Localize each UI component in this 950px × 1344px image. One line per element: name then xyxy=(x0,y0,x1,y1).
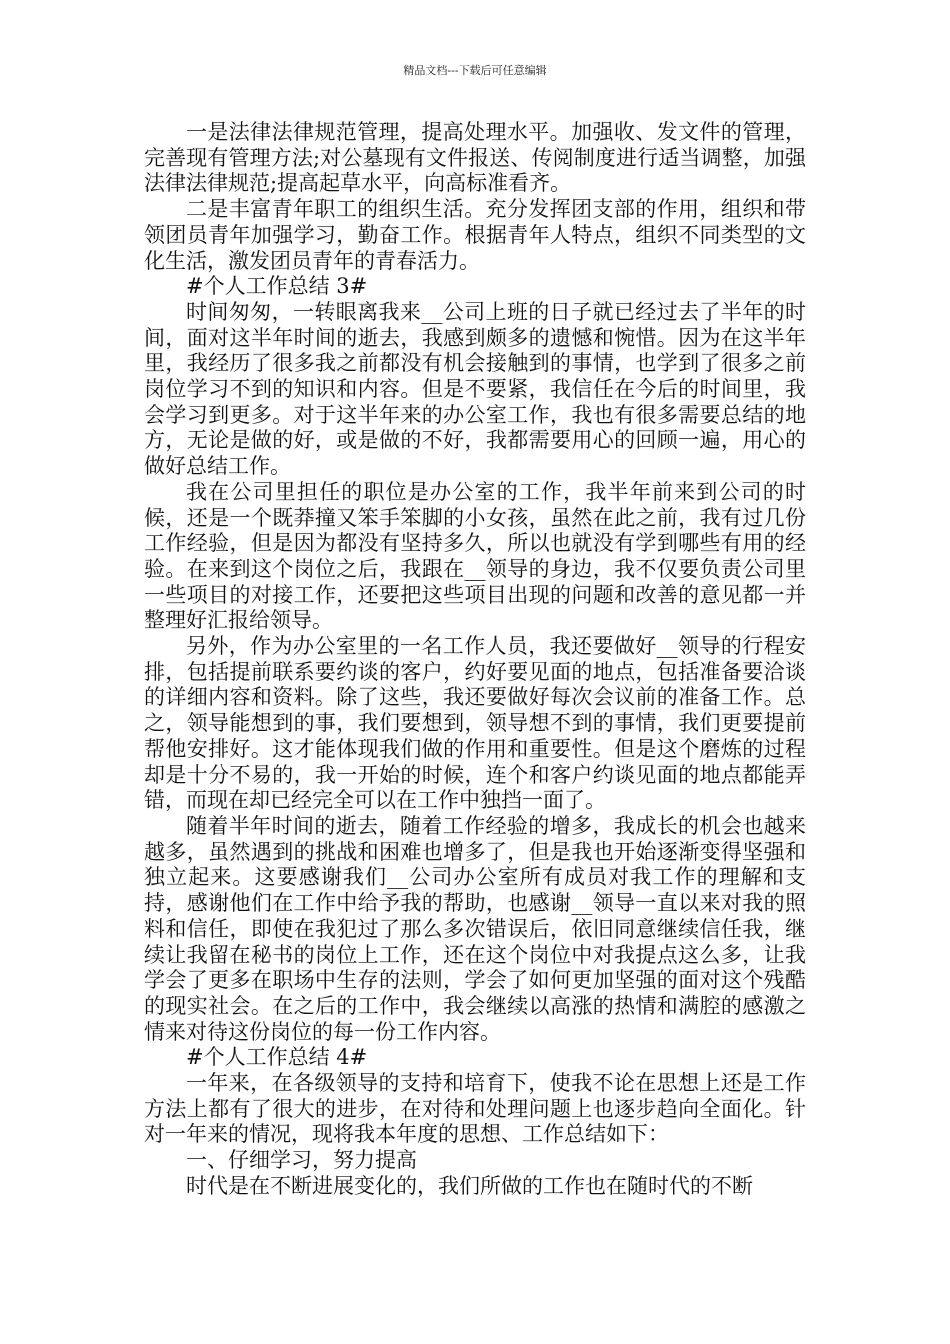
paragraph-growth-thanks: 随着半年时间的逝去，随着工作经验的增多，我成长的机会也越来越多，虽然遇到的挑战和困难也增多了，但是我也开始逐渐变得坚强和独立起来。这要感谢我们__公司办公室所有成员对我工作的理解和支持，感谢他们在工作中给予我的帮助，也感谢__领导一直以来对我的照料和信任，即使在我犯过了那么多次错误后，依旧同意继续信任我，继续让我留在秘书的岗位上工作，还在这个岗位中对我提点这么多，让我学会了更多在职场中生存的法则，学会了如何更加坚强的面对这个残酷的现实社会。在之后的工作中，我会继续以高涨的热情和满腔的感激之情来对待这份岗位的每一份工作内容。 xyxy=(144,813,806,1044)
subheading-study: 一、仔细学习，努力提高 xyxy=(186,1148,417,1173)
paragraph-office-role: 我在公司里担任的职位是办公室的工作，我半年前来到公司的时候，还是一个既莽撞又笨手笨脚的小女孩，虽然在此之前，我有过几份工作经验，但是因为都没有坚持多久，所以也就没有学到哪些有用的经验。在来到这个岗位之后，我跟在__领导的身边，我不仅要负责公司里一些项目的对接工作，还要把这些项目出现的问题和改善的意见都一并整理好汇报给领导。 xyxy=(144,479,806,633)
document-body xyxy=(144,120,806,1200)
paragraph-times-change: 时代是在不断进展变化的，我们所做的工作也在随时代的不断 xyxy=(186,1173,753,1198)
paragraph-annual-intro: 一年来，在各级领导的支持和培育下，使我不论在思想上还是工作方法上都有了很大的进步，在对待和处理问题上也逐步趋向全面化。针对一年来的情况，现将我本年度的思想、工作总结如下： xyxy=(144,1071,806,1147)
paragraph-management: 一是法律法律规范管理，提高处理水平。加强收、发文件的管理，完善现有管理方法;对公墓现有文件报送、传阅制度进行适当调整，加强法律法律规范;提高起草水平，向高标准看齐。 xyxy=(144,120,806,196)
paragraph-half-year-reflection: 时间匆匆，一转眼离我来__公司上班的日子就已经过去了半年的时间，面对这半年时间的逝去，我感到颇多的遗憾和惋惜。因为在这半年里，我经历了很多我之前都没有机会接触到的事情，也学到了很多之前岗位学习不到的知识和内容。但是不要紧，我信任在今后的时间里，我会学习到更多。对于这半年来的办公室工作，我也有很多需要总结的地方，无论是做的好，或是做的不好，我都需要用心的回顾一遍，用心的做好总结工作。 xyxy=(144,299,806,479)
section-heading-summary-3: #个人工作总结 3# xyxy=(186,274,368,299)
paragraph-schedule-duties: 另外，作为办公室里的一名工作人员，我还要做好__领导的行程安排，包括提前联系要约谈的客户，约好要见面的地点，包括准备要洽谈的详细内容和资料。除了这些，我还要做好每次会议前的准备工作。总之，领导能想到的事，我们要想到，领导想不到的事情，我们更要提前帮他安排好。这才能体现我们做的作用和重要性。但是这个磨炼的过程却是十分不易的，我一开始的时候，连个和客户约谈见面的地点都能弄错，而现在却已经完全可以在工作中独挡一面了。 xyxy=(144,634,806,813)
paragraph-youth-activities: 二是丰富青年职工的组织生活。充分发挥团支部的作用，组织和带领团员青年加强学习，勤奋工作。根据青年人特点，组织不同类型的文化生活，激发团员青年的青春活力。 xyxy=(144,197,806,273)
section-heading-summary-4: #个人工作总结 4# xyxy=(186,1045,368,1070)
page-header: 精品文档---下载后可任意编辑 xyxy=(403,64,547,77)
